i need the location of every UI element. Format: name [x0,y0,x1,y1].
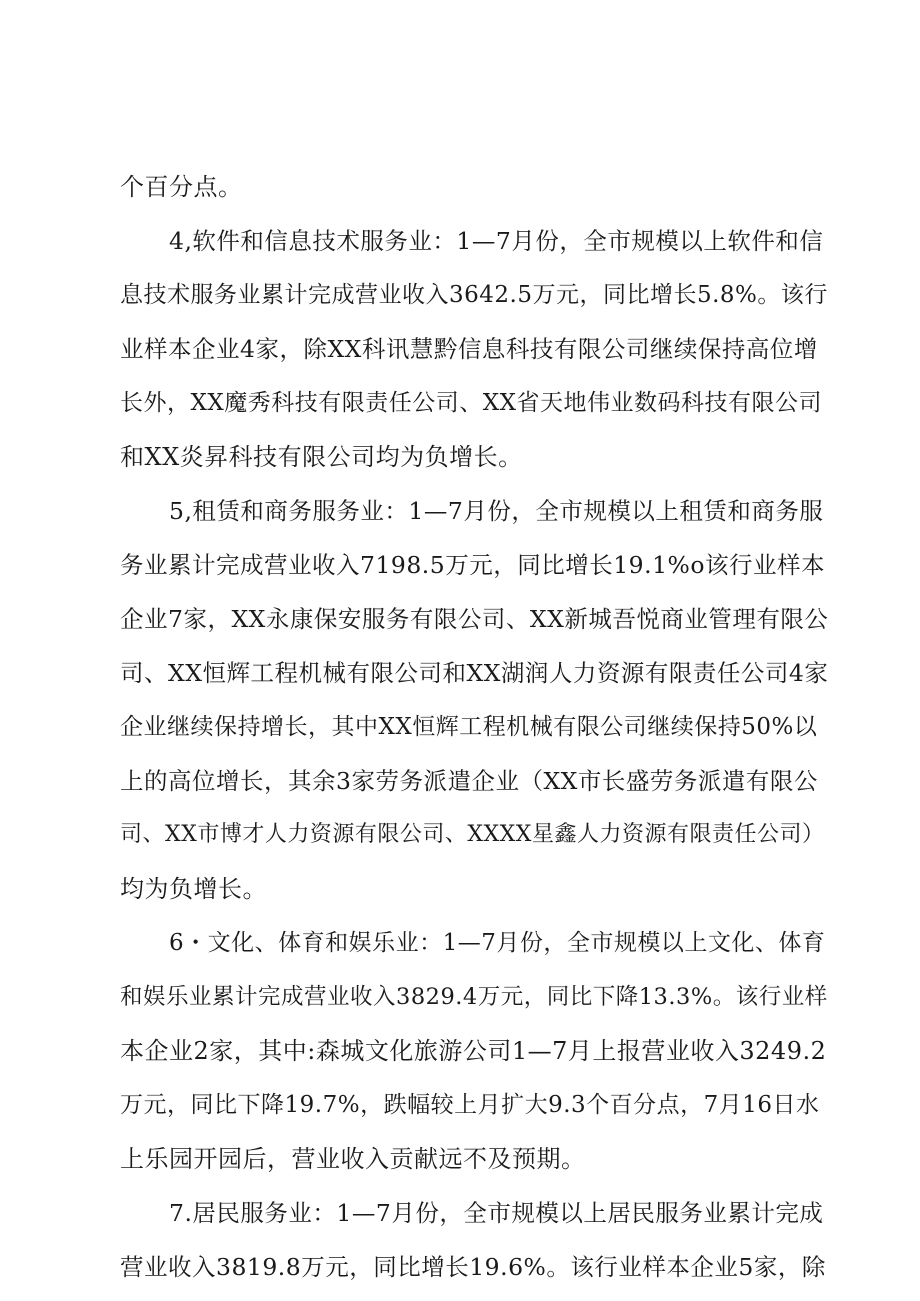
text-line: 长外，XX魔秀科技有限责任公司、XX省天地伟业数码科技有限公司 [120,390,822,416]
text-line: 企业7家，XX永康保安服务有限公司、XX新城吾悦商业管理有限公 [120,605,829,633]
text-line: 企业继续保持增长，其中XX恒辉工程机械有限公司继续保持50%以 [120,714,818,740]
text-line: 和娱乐业累计完成营业收入3829.4万元，同比下降13.3%。该行业样 [120,984,828,1010]
document-page [120,160,830,1294]
text-line: 营业收入3819.8万元，同比增长19.6%。该行业样本企业5家，除 [120,1253,826,1281]
text-line: 本企业2家，其中:森城文化旅游公司1—7月上报营业收入3249.2 [120,1037,827,1065]
text-line: 6・文化、体育和娱乐业：1—7月份，全市规模以上文化、体育 [169,930,826,956]
text-line: 息技术服务业累计完成营业收入3642.5万元，同比增长5.8%。该行 [120,282,828,308]
text-line: 务业累计完成营业收入7198.5万元，同比增长19.1%o该行业样本 [120,551,826,579]
paragraph-continuation [120,160,830,214]
text-line: 7.居民服务业：1—7月份，全市规模以上居民服务业累计完成 [169,1199,824,1227]
text-line: 均为负增长。 [120,875,267,903]
text-line: 个百分点。 [120,173,243,201]
text-line: 业样本企业4家，除XX科讯慧黔信息科技有限公司继续保持高位增 [120,335,818,363]
text-line: 万元，同比下降19.7%，跌幅较上月扩大9.3个百分点，7月16日水 [120,1092,820,1118]
text-line: 上乐园开园后，营业收入贡献远不及预期。 [120,1145,586,1173]
paragraph-software-services [120,214,830,484]
text-line: 上的高位增长，其余3家劳务派遣企业（XX市长盛劳务派遣有限公 [120,767,818,795]
text-line: 司、XX恒辉工程机械有限公司和XX湖润人力资源有限责任公司4家 [120,659,829,687]
text-line: 5,租赁和商务服务业：1—7月份，全市规模以上租赁和商务服 [169,497,824,525]
text-line: 4,软件和信息技术服务业：1—7月份，全市规模以上软件和信 [169,227,824,255]
paragraph-leasing-business-services [120,484,830,916]
text-line: 和XX炎昇科技有限公司均为负增长。 [120,443,523,471]
text-line: 司、XX市博才人力资源有限公司、XXXX星鑫人力资源有限责任公司） [120,822,825,847]
paragraph-culture-sports-entertainment [120,916,830,1186]
paragraph-resident-services [120,1186,830,1294]
